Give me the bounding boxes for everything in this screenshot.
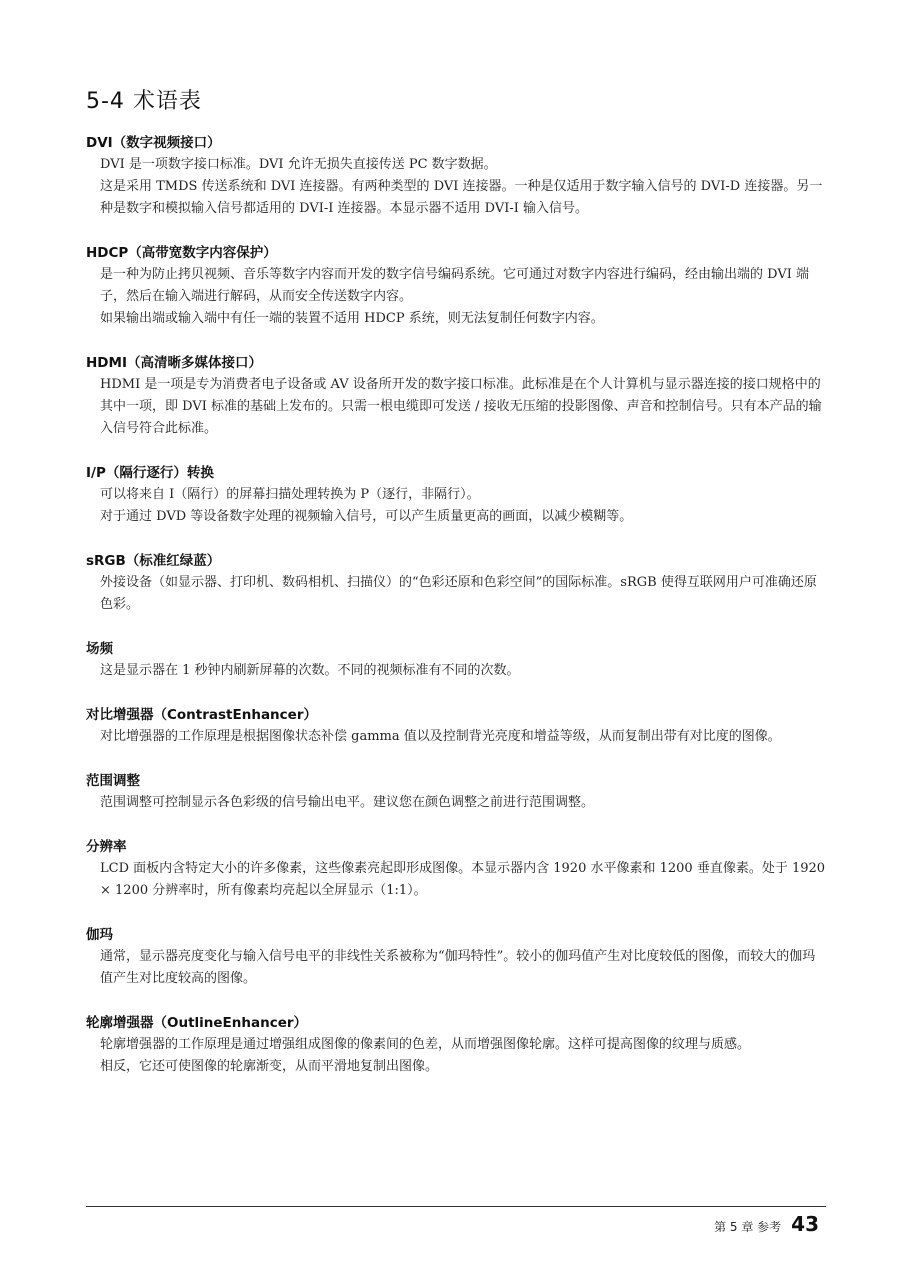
term-paragraph: 通常，显示器亮度变化与输入信号电平的非线性关系被称为“伽玛特性”。较小的伽玛值产生对比度较低的图像，而较大的伽玛值产生对比度较高的图像。 <box>100 949 816 986</box>
term-heading: 伽玛 <box>86 927 113 943</box>
glossary-entry-field-frequency <box>86 638 826 682</box>
term-paragraph: DVI 是一项数字接口标准。DVI 允许无损失直接传送 PC 数字数据。 <box>100 157 497 172</box>
term-heading: I/P（隔行逐行）转换 <box>86 465 214 481</box>
term-description <box>86 726 826 748</box>
term-description <box>86 858 826 902</box>
page-number: 43 <box>791 1212 819 1236</box>
glossary-entry-srgb <box>86 550 826 616</box>
term-heading: 范围调整 <box>86 773 140 789</box>
glossary-entry-dvi <box>86 132 826 220</box>
term-paragraph: 轮廓增强器的工作原理是通过增强组成图像的像素间的色差，从而增强图像轮廓。这样可提高图像的纹理与质感。 <box>100 1037 751 1052</box>
page-footer <box>714 1212 819 1236</box>
term-description <box>86 264 826 330</box>
chapter-label: 第 5 章 参考 <box>714 1220 782 1234</box>
term-paragraph: HDMI 是一项是专为消费者电子设备或 AV 设备所开发的数字接口标准。此标准是在个人计算机与显示器连接的接口规格中的其中一项，即 DVI 标准的基础上发布的。只需一根电缆即可发送 / 接收无压缩的投影图像、声音和控制信号。只有本产品的输入信号符合此标准。 <box>100 377 822 436</box>
glossary-entry-resolution <box>86 836 826 902</box>
glossary-entry-gamma <box>86 924 826 990</box>
term-paragraph: 这是显示器在 1 秒钟内刷新屏幕的次数。不同的视频标准有不同的次数。 <box>100 663 520 678</box>
term-paragraph: LCD 面板内含特定大小的许多像素，这些像素亮起即形成图像。本显示器内含 1920 水平像素和 1200 垂直像素。处于 1920 × 1200 分辨率时，所有像素均亮起以全屏显示（1:1）。 <box>100 861 826 898</box>
term-heading: 分辨率 <box>86 839 127 855</box>
glossary-entry-ip-conversion <box>86 462 826 528</box>
glossary-list <box>86 132 826 1100</box>
term-description <box>86 660 826 682</box>
term-heading: 对比增强器（ContrastEnhancer） <box>86 707 317 723</box>
term-heading: DVI（数字视频接口） <box>86 135 221 151</box>
term-description <box>86 946 826 990</box>
term-heading: HDCP（高带宽数字内容保护） <box>86 245 277 261</box>
glossary-entry-hdmi <box>86 352 826 440</box>
term-description <box>86 154 826 220</box>
term-paragraph: 范围调整可控制显示各色彩级的信号输出电平。建议您在颜色调整之前进行范围调整。 <box>100 795 595 810</box>
term-paragraph: 这是采用 TMDS 传送系统和 DVI 连接器。有两种类型的 DVI 连接器。一种是仅适用于数字输入信号的 DVI-D 连接器。另一种是数字和模拟输入信号都适用的 DVI-I 连接器。本显示器不适用 DVI-I 输入信号。 <box>100 179 823 216</box>
glossary-entry-contrast-enhancer <box>86 704 826 748</box>
term-paragraph: 对于通过 DVD 等设备数字处理的视频输入信号，可以产生质量更高的画面，以减少模糊等。 <box>100 509 633 524</box>
term-description <box>86 792 826 814</box>
term-paragraph: 对比增强器的工作原理是根据图像状态补偿 gamma 值以及控制背光亮度和增益等级，从而复制出带有对比度的图像。 <box>100 729 781 744</box>
glossary-entry-outline-enhancer <box>86 1012 826 1078</box>
term-heading: HDMI（高清晰多媒体接口） <box>86 355 262 371</box>
footer-divider <box>86 1206 826 1207</box>
term-paragraph: 如果输出端或输入端中有任一端的装置不适用 HDCP 系统，则无法复制任何数字内容。 <box>100 311 604 326</box>
term-paragraph: 可以将来自 I（隔行）的屏幕扫描处理转换为 P（逐行，非隔行）。 <box>100 487 480 502</box>
section-title: 5-4 术语表 <box>86 89 202 114</box>
term-paragraph: 外接设备（如显示器、打印机、数码相机、扫描仪）的“色彩还原和色彩空间”的国际标准。sRGB 使得互联网用户可准确还原色彩。 <box>100 575 817 612</box>
term-description <box>86 484 826 528</box>
term-description <box>86 374 826 440</box>
term-heading: 轮廓增强器（OutlineEnhancer） <box>86 1015 308 1031</box>
glossary-entry-hdcp <box>86 242 826 330</box>
term-heading: 场频 <box>86 641 113 657</box>
term-description <box>86 572 826 616</box>
glossary-entry-range-adjustment <box>86 770 826 814</box>
term-description <box>86 1034 826 1078</box>
term-paragraph: 相反，它还可使图像的轮廓渐变，从而平滑地复制出图像。 <box>100 1059 439 1074</box>
term-heading: sRGB（标准红绿蓝） <box>86 553 221 569</box>
term-paragraph: 是一种为防止拷贝视频、音乐等数字内容而开发的数字信号编码系统。它可通过对数字内容进行编码，经由输出端的 DVI 端子，然后在输入端进行解码，从而安全传送数字内容。 <box>100 267 809 304</box>
